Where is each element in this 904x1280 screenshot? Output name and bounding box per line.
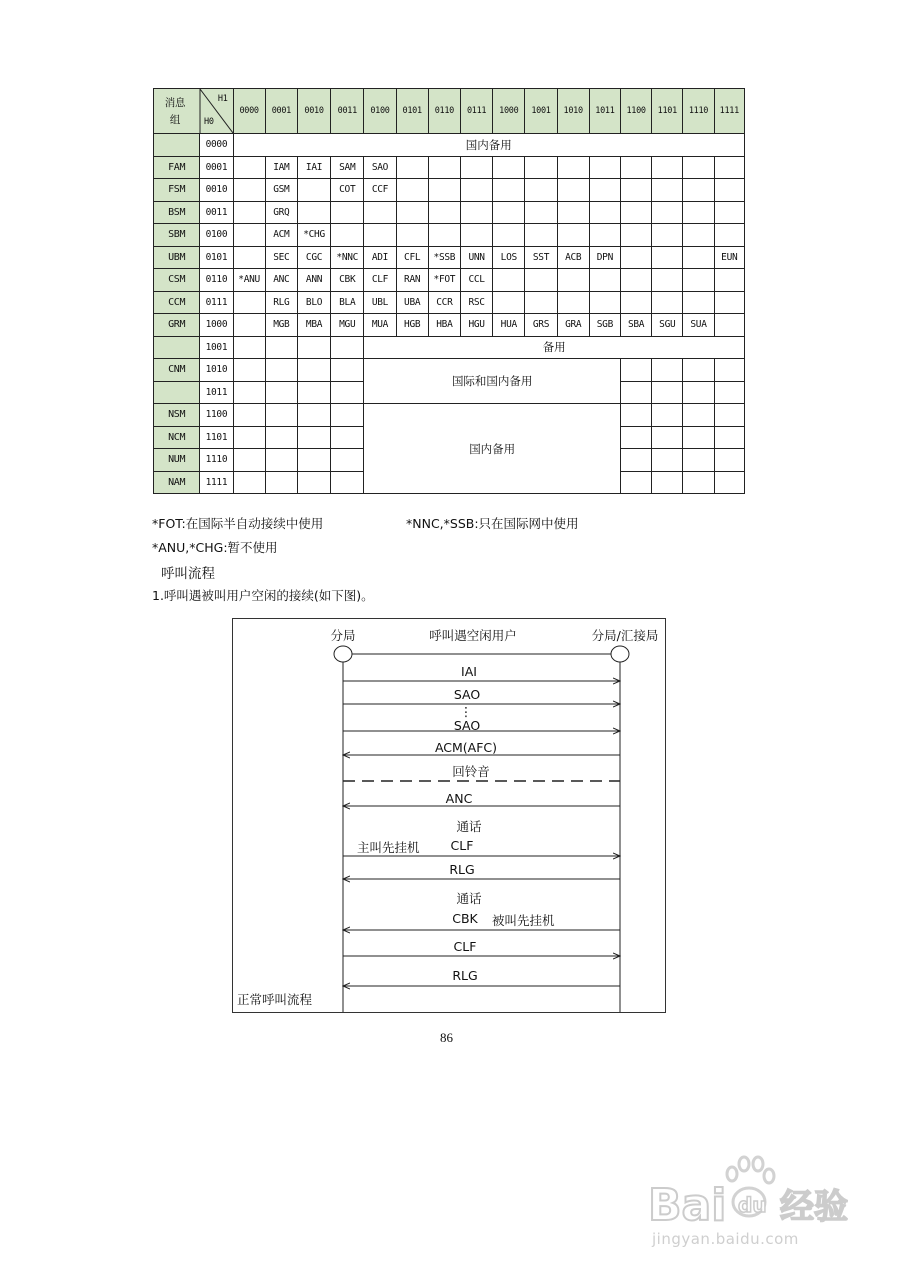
empty-cell [714,381,744,404]
msg-clf2: CLF [453,939,477,954]
empty-cell [233,336,265,359]
empty-cell [297,426,330,449]
message-code-cell: RSC [460,291,492,314]
empty-cell [621,359,652,382]
message-code-cell [493,269,525,292]
table-row [154,404,745,427]
message-code-cell [683,224,714,247]
message-code-cell [589,156,620,179]
message-code-cell: SAM [331,156,364,179]
empty-cell [652,404,683,427]
empty-cell [652,471,683,494]
msg-ringback: 回铃音 [452,764,490,779]
empty-cell [297,449,330,472]
message-code-cell [714,314,744,337]
message-code-cell: CGC [297,246,330,269]
msg-caller-hangup: 主叫先挂机 [357,840,420,855]
message-code-cell: DPN [589,246,620,269]
empty-cell [683,359,714,382]
h0-cell: 0100 [200,224,233,247]
empty-cell [233,471,265,494]
message-code-cell: HGU [460,314,492,337]
h1-label: H1 [217,94,228,104]
message-code-cell [493,224,525,247]
message-code-cell: RAN [396,269,428,292]
message-code-cell: MUA [364,314,396,337]
message-code-cell [525,201,557,224]
message-code-cell [621,269,652,292]
message-code-cell [557,224,589,247]
group-cell: FAM [154,156,200,179]
baidu-jingyan-logo [640,1140,880,1270]
message-code-cell: COT [331,179,364,202]
h1-header-cell: 0000 [233,89,265,134]
message-code-cell: GSM [265,179,297,202]
message-code-cell [621,291,652,314]
table-row [154,359,745,382]
table-corner-cell [154,89,234,134]
empty-cell [233,404,265,427]
message-code-cell [493,179,525,202]
message-code-cell [460,156,492,179]
table-header-row [154,89,745,134]
msg-sao1: SAO [453,687,481,702]
message-code-cell [683,246,714,269]
h1-header-cell: 1010 [557,89,589,134]
reserved-span-cell: 国际和国内备用 [364,359,621,404]
message-code-cell: UBL [364,291,396,314]
h1-header-cell: 1111 [714,89,744,134]
group-cell: BSM [154,201,200,224]
message-code-cell [714,179,744,202]
empty-cell [652,359,683,382]
message-code-cell [589,224,620,247]
h0-cell: 1111 [200,471,233,494]
h0-cell: 1001 [200,336,233,359]
message-code-cell: IAI [297,156,330,179]
h1-header-cell: 1110 [683,89,714,134]
h1-header-cell: 1011 [589,89,620,134]
table-row [154,179,745,202]
message-code-cell: SST [525,246,557,269]
empty-cell [652,449,683,472]
group-cell: CSM [154,269,200,292]
message-code-cell [331,201,364,224]
message-code-cell: BLO [297,291,330,314]
message-code-cell [525,269,557,292]
h1-header-cell: 0110 [428,89,460,134]
empty-cell [621,404,652,427]
item-1-text: 1.呼叫遇被叫用户空闲的接续(如下图)。 [152,588,374,603]
diagram-caption: 正常呼叫流程 [237,992,313,1007]
h0-cell: 1101 [200,426,233,449]
h1-header-cell: 1000 [493,89,525,134]
message-code-cell [589,201,620,224]
svg-text:经验: 经验 [780,1187,848,1227]
h1-header-cell: 0010 [297,89,330,134]
msg-dots: ⋮ [459,704,473,719]
empty-cell [621,426,652,449]
empty-cell [714,359,744,382]
empty-cell [331,426,364,449]
message-code-cell [621,179,652,202]
message-code-cell: SUA [683,314,714,337]
message-code-cell [233,314,265,337]
table-row [154,134,745,157]
group-cell: CCM [154,291,200,314]
message-code-table [153,88,745,494]
message-code-cell: GRA [557,314,589,337]
empty-cell [331,359,364,382]
message-code-cell: RLG [265,291,297,314]
message-code-cell [396,179,428,202]
message-code-cell [714,224,744,247]
empty-cell [265,336,297,359]
h0-cell: 1010 [200,359,233,382]
message-code-cell [428,179,460,202]
message-code-cell: SAO [364,156,396,179]
message-code-cell: HBA [428,314,460,337]
group-cell: UBM [154,246,200,269]
message-code-cell: ADI [364,246,396,269]
message-code-cell: MBA [297,314,330,337]
h1-header-cell: 0100 [364,89,396,134]
empty-cell [621,381,652,404]
note-anu-chg: *ANU,*CHG:暂不使用 [152,540,278,555]
msg-acm: ACM(AFC) [434,740,498,755]
message-code-cell [652,156,683,179]
empty-cell [265,359,297,382]
message-code-cell [621,224,652,247]
message-code-cell [621,246,652,269]
empty-cell [265,426,297,449]
empty-cell [331,471,364,494]
table-row [154,156,745,179]
msg-sao2: SAO [453,718,481,733]
msg-rlg1: RLG [449,862,475,877]
page-number: 86 [440,1030,453,1045]
empty-cell [683,449,714,472]
message-code-cell: GRS [525,314,557,337]
empty-cell [683,426,714,449]
empty-cell [621,471,652,494]
right-node-circle [611,646,629,662]
h0-cell: 1100 [200,404,233,427]
message-code-cell [331,224,364,247]
empty-cell [621,449,652,472]
diagram-title: 呼叫遇空闲用户 [429,628,517,643]
section-heading: 呼叫流程 [161,566,215,582]
message-code-cell [525,156,557,179]
msg-talk2: 通话 [456,891,482,906]
msg-talk1: 通话 [456,819,482,834]
message-code-cell: *CHG [297,224,330,247]
message-code-cell [621,156,652,179]
message-code-cell: SGU [652,314,683,337]
empty-cell [714,426,744,449]
empty-cell [331,336,364,359]
message-code-cell [683,179,714,202]
msg-callee-hangup: 被叫先挂机 [492,913,555,928]
message-code-cell: GRQ [265,201,297,224]
message-code-cell: BLA [331,291,364,314]
message-code-cell [714,201,744,224]
reserved-span-cell: 备用 [364,336,745,359]
message-code-cell [396,201,428,224]
h1-header-cell: 1100 [621,89,652,134]
table-row [154,269,745,292]
message-code-cell [683,201,714,224]
left-node-label: 分局 [330,628,356,643]
table-row [154,224,745,247]
group-cell [154,336,200,359]
message-code-cell [683,156,714,179]
message-code-cell [557,291,589,314]
h0-label: H0 [204,117,214,127]
empty-cell [714,449,744,472]
message-code-cell [428,156,460,179]
group-cell: FSM [154,179,200,202]
empty-cell [683,404,714,427]
message-code-cell: CLF [364,269,396,292]
empty-cell [233,426,265,449]
message-code-cell [428,224,460,247]
h1-header-cell: 1001 [525,89,557,134]
message-code-cell [652,179,683,202]
message-code-cell [460,201,492,224]
group-cell [154,381,200,404]
message-code-cell [589,179,620,202]
message-code-cell [428,201,460,224]
message-code-cell [714,156,744,179]
message-code-cell [557,179,589,202]
message-code-cell: UNN [460,246,492,269]
empty-cell [652,426,683,449]
empty-cell [297,404,330,427]
msg-iai: IAI [461,664,477,679]
group-cell: NSM [154,404,200,427]
empty-cell [714,404,744,427]
message-code-cell [652,269,683,292]
group-cell: NAM [154,471,200,494]
message-code-cell [525,224,557,247]
empty-cell [297,471,330,494]
msg-cbk: CBK [452,911,478,926]
message-code-cell: *ANU [233,269,265,292]
message-code-cell: ANN [297,269,330,292]
message-code-cell: IAM [265,156,297,179]
message-code-cell: CCR [428,291,460,314]
empty-cell [233,381,265,404]
h0-cell: 1011 [200,381,233,404]
message-code-cell [233,179,265,202]
message-code-cell: ACB [557,246,589,269]
h1-header-cell: 0011 [331,89,364,134]
h0-cell: 0110 [200,269,233,292]
message-code-cell [683,291,714,314]
h0-cell: 0011 [200,201,233,224]
empty-cell [714,471,744,494]
message-code-cell [233,156,265,179]
message-code-cell [460,179,492,202]
message-code-cell [525,179,557,202]
message-code-cell [364,224,396,247]
left-node-circle [334,646,352,662]
message-code-cell [460,224,492,247]
flow-lines [233,619,667,1014]
svg-text:du: du [738,1193,767,1217]
message-code-cell [396,224,428,247]
empty-cell [683,381,714,404]
message-code-cell [493,201,525,224]
h1-header-cell: 0001 [265,89,297,134]
h1-header-cell: 0111 [460,89,492,134]
message-code-cell: ACM [265,224,297,247]
h0-cell: 1110 [200,449,233,472]
empty-cell [265,404,297,427]
table-row [154,246,745,269]
message-code-cell [297,201,330,224]
message-code-cell: CCF [364,179,396,202]
reserved-span-cell: 国内备用 [233,134,744,157]
message-code-cell: CFL [396,246,428,269]
message-code-cell: SGB [589,314,620,337]
message-code-cell: *NNC [331,246,364,269]
empty-cell [233,359,265,382]
h0-cell: 0010 [200,179,233,202]
h0-cell: 0101 [200,246,233,269]
message-code-cell [683,269,714,292]
message-code-cell: SBA [621,314,652,337]
message-code-cell [652,246,683,269]
group-column-label: 消息 组 [164,97,186,126]
table-row [154,201,745,224]
message-code-cell: CCL [460,269,492,292]
message-code-cell [557,201,589,224]
message-code-cell: MGU [331,314,364,337]
empty-cell [265,471,297,494]
reserved-span-cell: 国内备用 [364,404,621,494]
h0-cell: 0111 [200,291,233,314]
message-code-cell: SEC [265,246,297,269]
empty-cell [331,404,364,427]
empty-cell [265,449,297,472]
call-flow-diagram [232,618,666,1013]
empty-cell [331,381,364,404]
table-row [154,291,745,314]
h1-header-cell: 0101 [396,89,428,134]
h0-cell: 0001 [200,156,233,179]
msg-anc: ANC [445,791,473,806]
message-code-cell: HUA [493,314,525,337]
table-row [154,336,745,359]
empty-cell [297,359,330,382]
message-code-cell: *FOT [428,269,460,292]
group-cell: NCM [154,426,200,449]
message-code-cell [557,269,589,292]
table-row [154,314,745,337]
message-code-cell: *SSB [428,246,460,269]
message-code-cell [652,201,683,224]
note-fot: *FOT:在国际半自动接续中使用 [152,516,324,531]
message-code-cell [364,201,396,224]
message-code-cell [652,224,683,247]
empty-cell [297,381,330,404]
note-nnc-ssb: *NNC,*SSB:只在国际网中使用 [406,516,579,531]
message-code-cell [233,246,265,269]
message-code-cell [714,269,744,292]
group-cell: SBM [154,224,200,247]
group-cell: NUM [154,449,200,472]
message-code-cell [557,156,589,179]
watermark-url: jingyan.baidu.com [652,1230,799,1248]
msg-clf1: CLF [450,838,474,853]
message-code-cell [493,156,525,179]
message-code-cell [233,224,265,247]
message-code-cell [396,156,428,179]
message-code-cell [233,201,265,224]
message-code-cell: MGB [265,314,297,337]
message-code-cell [493,291,525,314]
message-code-cell: HGB [396,314,428,337]
table-body [154,89,745,494]
empty-cell [233,449,265,472]
empty-cell [297,336,330,359]
h0-cell: 0000 [200,134,233,157]
message-code-cell: CBK [331,269,364,292]
right-node-label: 分局/汇接局 [591,628,659,643]
h1-header-cell: 1101 [652,89,683,134]
empty-cell [265,381,297,404]
svg-text:Bai: Bai [648,1180,727,1231]
message-code-cell [297,179,330,202]
message-code-cell [621,201,652,224]
message-code-cell [714,291,744,314]
msg-rlg2: RLG [452,968,478,983]
message-code-cell [589,291,620,314]
message-code-cell: UBA [396,291,428,314]
message-code-cell [652,291,683,314]
group-cell: GRM [154,314,200,337]
empty-cell [683,471,714,494]
message-code-cell: LOS [493,246,525,269]
empty-cell [331,449,364,472]
message-code-cell [233,291,265,314]
group-cell: CNM [154,359,200,382]
message-code-cell [589,269,620,292]
h0-cell: 1000 [200,314,233,337]
empty-cell [652,381,683,404]
message-code-cell [525,291,557,314]
group-cell [154,134,200,157]
message-code-cell: EUN [714,246,744,269]
message-code-cell: ANC [265,269,297,292]
